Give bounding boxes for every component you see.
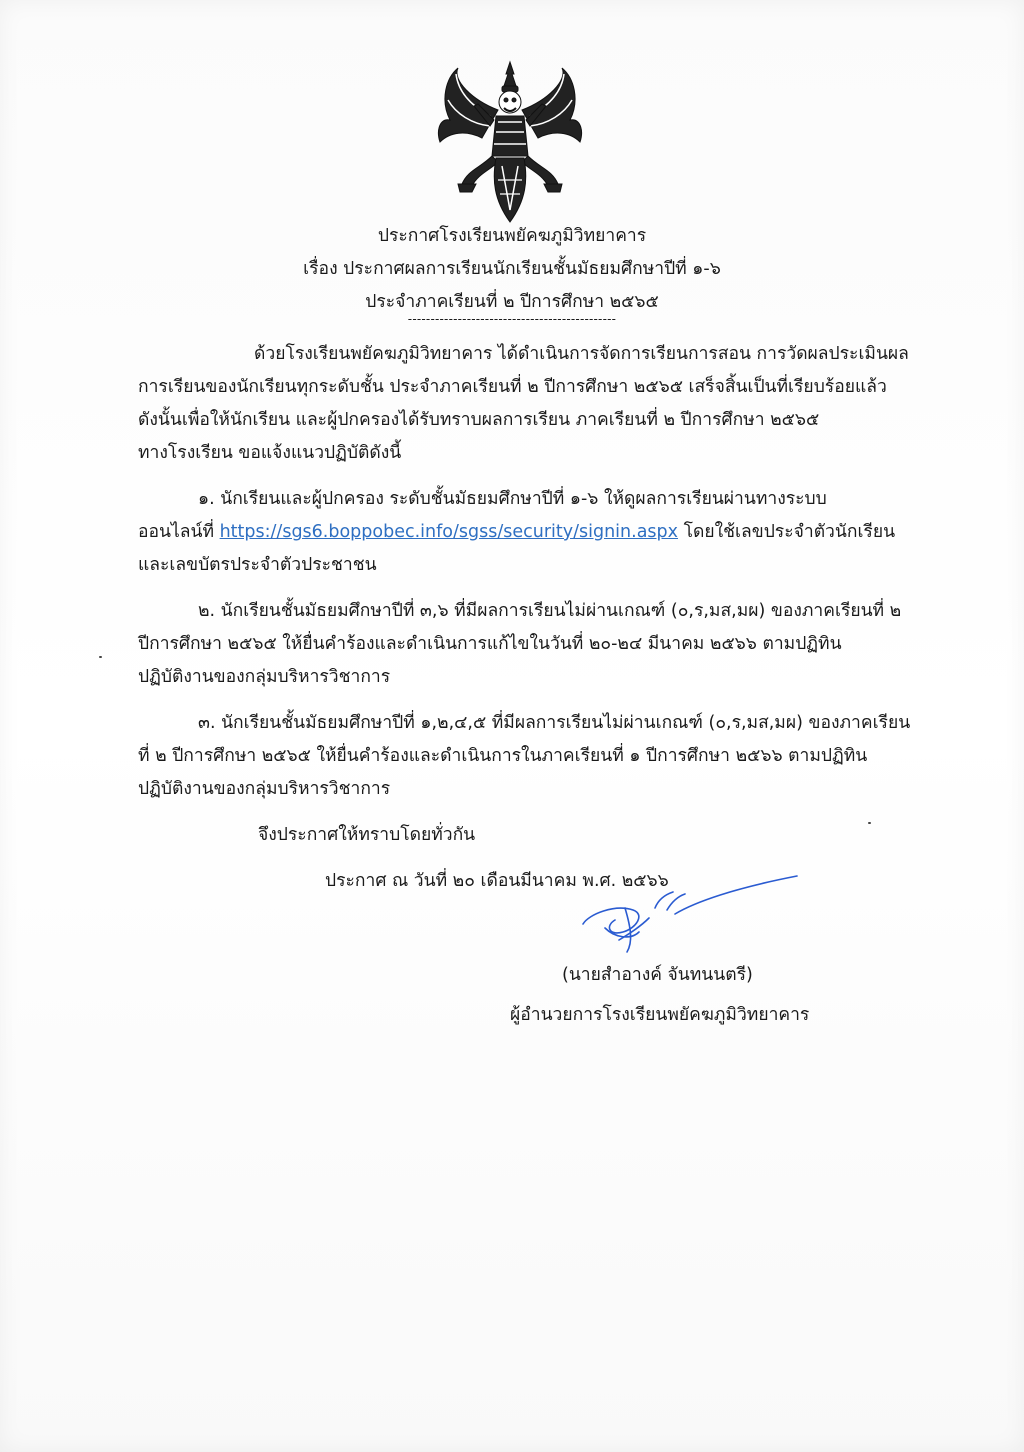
- item1-suffix: โดยใช้เลขประจำตัวนักเรียน: [683, 522, 896, 542]
- item1-prefix: ออนไลน์ที่: [138, 522, 215, 542]
- item3-line: ๓. นักเรียนชั้นมัธยมศึกษาปีที่ ๑,๒,๔,๕ ที่มีผลการเรียนไม่ผ่านเกณฑ์ (๐,ร,มส,มผ) ของภาคเรียน: [198, 713, 911, 733]
- closing-line: จึงประกาศให้ทราบโดยทั่วกัน: [258, 825, 476, 845]
- item3-line: ปฏิบัติงานของกลุ่มบริหารวิชาการ: [138, 779, 391, 799]
- announcement-date: ประกาศ ณ วันที่ ๒๐ เดือนมีนาคม พ.ศ. ๒๕๖๖: [325, 871, 669, 891]
- signature-icon: [575, 868, 805, 958]
- garuda-emblem-icon: [432, 60, 588, 224]
- intro-line: ทางโรงเรียน ขอแจ้งแนวปฏิบัติดังนี้: [138, 443, 402, 463]
- header-divider: ----------------------------------------------: [407, 312, 617, 326]
- announcement-title: ประกาศโรงเรียนพยัคฆภูมิวิทยาคาร: [377, 226, 647, 246]
- scan-speck: [868, 822, 871, 824]
- announcement-subject: เรื่อง ประกาศผลการเรียนนักเรียนชั้นมัธยมศึกษาปีที่ ๑-๖: [303, 259, 721, 279]
- item1-line: ๑. นักเรียนและผู้ปกครอง ระดับชั้นมัธยมศึกษาปีที่ ๑-๖ ให้ดูผลการเรียนผ่านทางระบบ: [198, 489, 827, 509]
- scan-speck: [99, 656, 102, 658]
- intro-line: การเรียนของนักเรียนทุกระดับชั้น ประจำภาคเรียนที่ ๒ ปีการศึกษา ๒๕๖๕ เสร็จสิ้นเป็นที่เรียบร้อยแล้ว: [138, 377, 887, 397]
- item2-line: ปฏิบัติงานของกลุ่มบริหารวิชาการ: [138, 667, 391, 687]
- item1-line: [138, 519, 895, 545]
- item2-line: ๒. นักเรียนชั้นมัธยมศึกษาปีที่ ๓,๖ ที่มีผลการเรียนไม่ผ่านเกณฑ์ (๐,ร,มส,มผ) ของภาคเรียนที่ ๒: [198, 601, 902, 621]
- item2-line: ปีการศึกษา ๒๕๖๕ ให้ยื่นคำร้องและดำเนินการแก้ไขในวันที่ ๒๐-๒๔ มีนาคม ๒๕๖๖ ตามปฏิทิน: [138, 634, 842, 654]
- signer-name: (นายสำอางค์ จันทนนตรี): [562, 965, 753, 985]
- item1-line: และเลขบัตรประจำตัวประชาชน: [138, 555, 377, 575]
- signin-link[interactable]: https://sgs6.boppobec.info/sgss/security/signin.aspx: [219, 522, 679, 542]
- announcement-term: ประจำภาคเรียนที่ ๒ ปีการศึกษา ๒๕๖๕: [365, 292, 659, 312]
- intro-line: ดังนั้นเพื่อให้นักเรียน และผู้ปกครองได้รับทราบผลการเรียน ภาคเรียนที่ ๒ ปีการศึกษา ๒๕๖๕: [138, 410, 820, 430]
- intro-line: ด้วยโรงเรียนพยัคฆภูมิวิทยาคาร ได้ดำเนินการจัดการเรียนการสอน การวัดผลประเมินผล: [254, 344, 909, 364]
- signer-position: ผู้อำนวยการโรงเรียนพยัคฆภูมิวิทยาคาร: [510, 1005, 810, 1025]
- item3-line: ที่ ๒ ปีการศึกษา ๒๕๖๕ ให้ยื่นคำร้องและดำเนินการในภาคเรียนที่ ๑ ปีการศึกษา ๒๕๖๖ ตามปฏิทิน: [138, 746, 868, 766]
